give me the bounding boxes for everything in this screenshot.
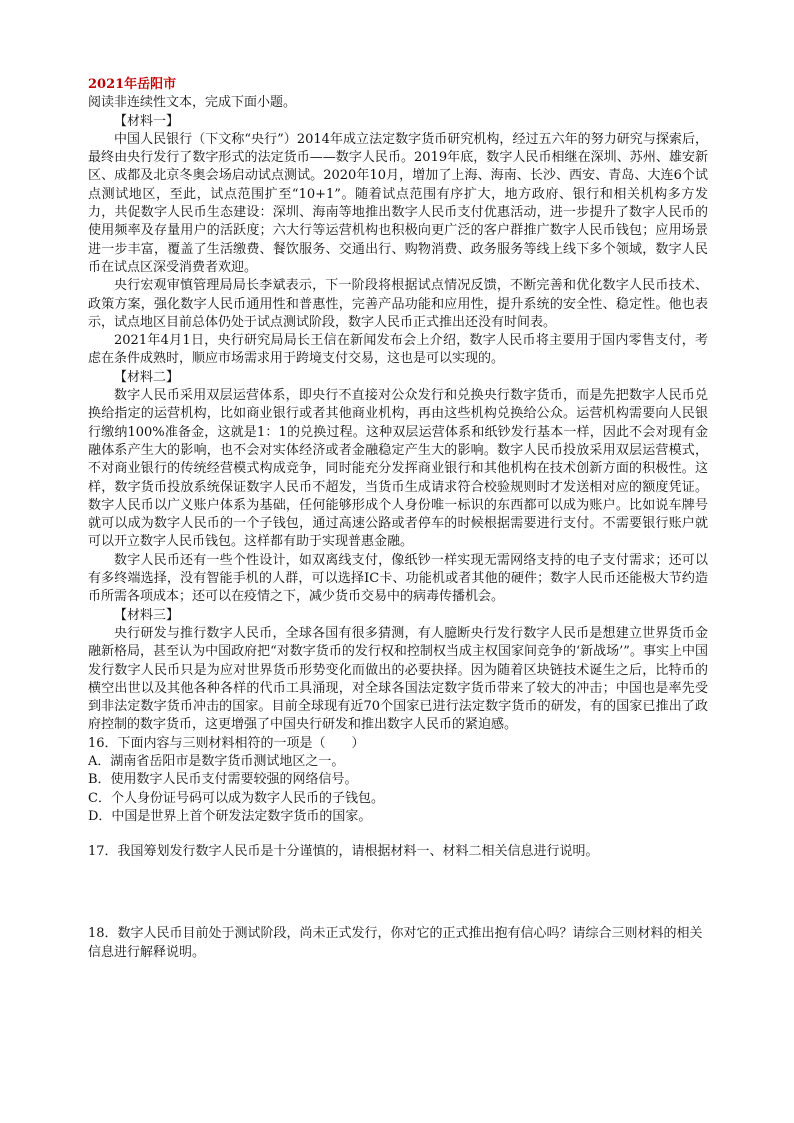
exam-page bbox=[88, 76, 708, 962]
question16-option-d[interactable]: D．中国是世界上首个研发法定数字货币的国家。 bbox=[88, 808, 372, 824]
material2-paragraph: 数字人民币还有一些个性设计，如双离线支付，像纸钞一样实现无需网络支持的电子支付需求；还可以有多终端选择，没有智能手机的人群，可以选择IC卡、功能机或者其他的硬件；数字人民币还能极大节约造币所需各项成本；还可以在疫情之下，减少货币交易中的病毒传播机会。 bbox=[88, 552, 708, 605]
page-title: 2021年岳阳市 bbox=[88, 77, 177, 92]
material3-paragraph: 央行研发与推行数字人民币，全球各国有很多猜测，有人臆断央行发行数字人民币是想建立世界货币金融新格局，甚至认为中国政府把“对数字货币的发行权和控制权当成主权国家间竞争的‘新战场’”。事实上中国发行数字人民币只是为应对世界货币形势变化而做出的必要抉择。因为随着区块链技术诞生之后，比特币的横空出世以及其他各种各样的代币工具涌现，对全球各国法定数字货币带来了较大的冲击；中国也是率先受到非法定数字货币冲击的国家。目前全球现有近70个国家已进行法定数字货币的研发，有的国家已推出了政府控制的数字货币，这更增强了中国央行研发和推出数字人民币的紧迫感。 bbox=[88, 625, 708, 733]
material1-paragraph: 央行宏观审慎管理局局长李斌表示，下一阶段将根据试点情况反馈，不断完善和优化数字人民币技术、政策方案，强化数字人民币通用性和普惠性，完善产品功能和应用性，提升系统的安全性、稳定性。他也表示，试点地区目前总体仍处于试点测试阶段，数字人民币正式推出还没有时间表。 bbox=[88, 278, 708, 330]
question16-option-b[interactable]: B．使用数字人民币支付需要较强的网络信号。 bbox=[88, 772, 358, 788]
instruction-text: 阅读非连续性文本，完成下面小题。 bbox=[88, 95, 297, 111]
question17-stem: 17．我国筹划发行数字人民币是十分谨慎的，请根据材料一、材料二相关信息进行说明。 bbox=[88, 844, 599, 860]
material2-label: 【材料二】 bbox=[114, 369, 180, 385]
material3-label: 【材料三】 bbox=[114, 607, 180, 623]
question16-option-c[interactable]: C．个人身份证号码可以成为数字人民币的子钱包。 bbox=[88, 790, 384, 806]
material1-paragraph: 2021年4月1日，央行研究局局长王信在新闻发布会上介绍，数字人民币将主要用于国内零售支付，考虑在条件成熟时，顺应市场需求用于跨境支付交易，这也是可以实现的。 bbox=[88, 333, 708, 367]
material1-paragraph: 中国人民银行（下文称“央行”）2014年成立法定数字货币研究机构，经过五六年的努力研究与探索后，最终由央行发行了数字形式的法定货币——数字人民币。2019年底，数字人民币相继在深圳、苏州、雄安新区、成都及北京冬奥会场启动试点测试。2020年10月，增加了上海、海南、长沙、西安、青岛、大连6个试点测试地区，至此，试点范围扩至“10+1”。随着试点范围有序扩大，地方政府、银行和相关机构多方发力，共促数字人民币生态建设：深圳、海南等地推出数字人民币支付优惠活动，进一步提升了数字人民币的使用频率及存量用户的活跃度；六大行等运营机构也积极向更广泛的客户群推广数字人民币钱包；应用场景进一步丰富，覆盖了生活缴费、餐饮服务、交通出行、购物消费、政务服务等线上线下多个领域，数字人民币在试点区深受消费者欢迎。 bbox=[88, 131, 708, 275]
question16-option-a[interactable]: A．湖南省岳阳市是数字货币测试地区之一。 bbox=[88, 753, 345, 769]
material2-paragraph: 数字人民币采用双层运营体系，即央行不直接对公众发行和兑换央行数字货币，而是先把数字人民币兑换给指定的运营机构，比如商业银行或者其他商业机构，再由这些机构兑换给公众。运营机构需要向人民银行缴纳100%准备金，这就是1：1的兑换过程。这种双层运营体系和纸钞发行基本一样，因此不会对现有金融体系产生大的影响，也不会对实体经济或者金融稳定产生大的影响。数字人民币投放采用双层运营模式，不对商业银行的传统经营模式构成竞争，同时能充分发挥商业银行和其他机构在技术创新方面的积极性。这样，数字货币投放系统保证数字人民币不超发，当货币生成请求符合校验规则时才发送相对应的额度凭证。数字人民币以广义账户体系为基础，任何能够形成个人身份唯一标识的东西都可以成为账户。比如说车牌号就可以成为数字人民币的一个子钱包，通过高速公路或者停车的时候根据需要进行支付。不需要银行账户就可以开立数字人民币钱包。这样都有助于实现普惠金融。 bbox=[88, 388, 708, 550]
question16-stem: 16．下面内容与三则材料相符的一项是（ ） bbox=[88, 735, 365, 751]
material1-label: 【材料一】 bbox=[114, 113, 180, 129]
question18-stem: 18．数字人民币目前处于测试阶段，尚未正式发行，你对它的正式推出抱有信心吗？请综合三则材料的相关信息进行解释说明。 bbox=[88, 926, 703, 960]
